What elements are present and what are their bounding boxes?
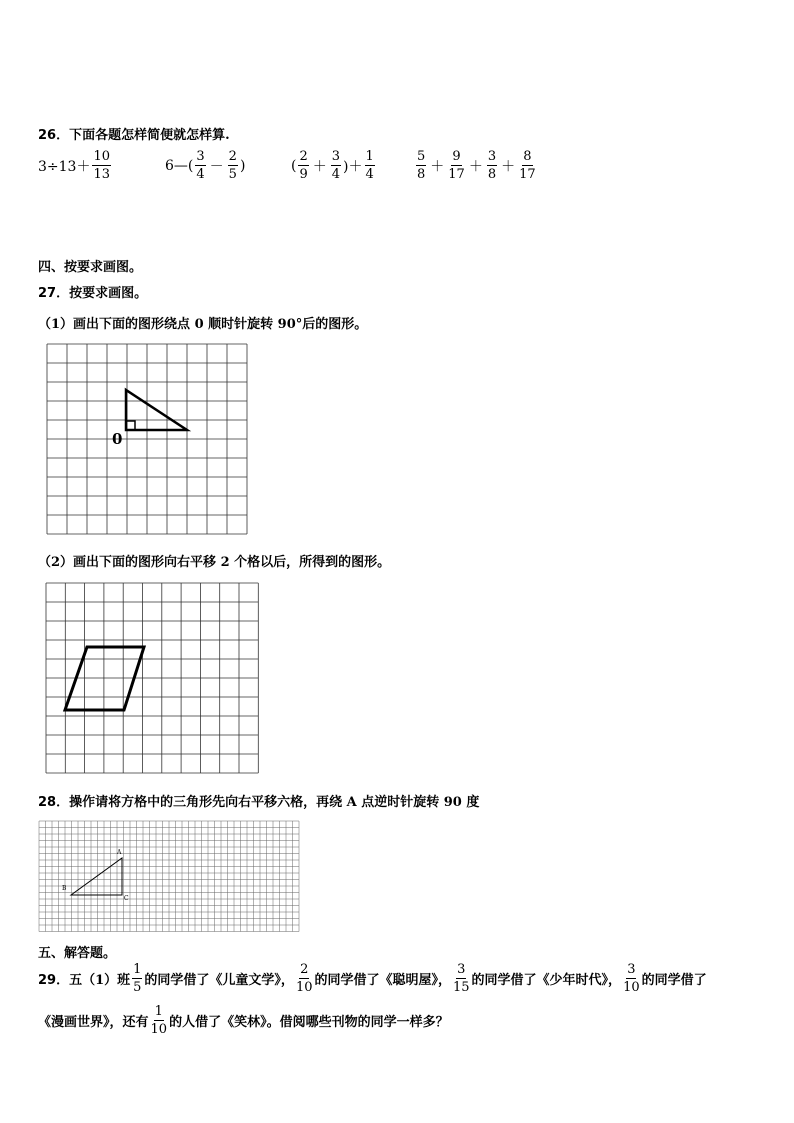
q29-text: 《漫画世界》，还有 [38,1015,149,1030]
denominator: 17 [519,167,536,182]
numerator: 2 [228,149,237,164]
fraction [331,150,341,181]
triangle-grid [38,820,300,932]
section-4-heading: 四、按要求画图。 [38,260,143,275]
denominator: 4 [365,167,374,182]
denominator: 4 [196,167,205,182]
denominator: 9 [299,167,308,182]
q29-number: 29． [38,973,70,988]
denominator: 10 [623,980,640,995]
fraction [228,150,238,181]
fraction [195,150,205,181]
operator: ＋ [312,158,327,175]
q29-text: 的同学借了《聪明屋》， [314,973,451,988]
section-5-heading: 五、解答题。 [38,946,117,961]
q29-text: 五（1）班 [69,973,131,988]
q26-expr-1 [38,150,113,181]
fraction [487,150,497,181]
parallelogram [65,647,144,710]
fraction [296,963,313,994]
close-paren: )＋ [343,158,363,175]
numerator: 10 [93,149,110,164]
q29-line-2 [38,1005,449,1036]
point-b-label: B [62,885,67,892]
triangle-abc [71,858,122,895]
q27-part1: （1）画出下面的图形绕点 0 顺时针旋转 90°后的图形。 [38,317,368,332]
numerator: 8 [523,149,532,164]
translation-grid [45,582,259,774]
denominator: 13 [93,167,110,182]
origin-label: 0 [112,430,123,448]
denominator: 15 [453,980,470,995]
denominator: 4 [331,167,341,182]
denominator: 8 [417,167,426,182]
numerator: 1 [365,149,374,164]
denominator: 10 [150,1022,168,1037]
q29-line-1 [38,963,707,994]
q27-title: 按要求画图。 [69,286,148,301]
q26-expr-2 [165,150,245,181]
q29-text: 的同学借了《儿童文学》， [144,973,294,988]
operator: ＋ [430,158,445,175]
denominator: 10 [295,980,313,995]
numerator: 3 [196,149,205,164]
fraction [416,150,426,181]
q28-number: 28． [38,795,70,810]
q29-text: 的同学借了《少年时代》， [471,973,622,988]
operator: ＋ [468,158,483,175]
numerator: 1 [154,1004,163,1019]
open-paren: ( [291,157,297,174]
numerator: 1 [133,962,142,977]
q26-heading [38,124,230,143]
fraction [453,963,470,994]
q29-text: 的人借了《笑林》。借阅哪些刊物的同学一样多？ [169,1015,449,1030]
point-a-label: A [117,849,122,856]
fraction [132,963,142,994]
denominator: 17 [448,167,465,182]
q29-text: 的同学借了 [641,973,707,988]
fraction [151,1005,168,1036]
expr2-prefix: 6—( [165,157,194,174]
close-paren: ) [239,157,246,174]
q27-heading [38,282,147,301]
fraction [448,150,465,181]
denominator: 5 [133,980,142,995]
q28-heading [38,791,479,810]
operator: ＋ [501,158,516,175]
operator: － [209,158,224,175]
q27-part2: （2）画出下面的图形向右平移 2 个格以后，所得到的图形。 [38,555,391,570]
rotation-grid [46,343,250,536]
q26-title: 下面各题怎样简便就怎样算. [69,128,230,143]
q27-number: 27． [38,286,70,301]
numerator: 3 [487,149,497,164]
fraction [365,150,375,181]
numerator: 9 [452,149,461,164]
fraction [623,963,640,994]
point-c-label: C [124,895,129,902]
expr1-prefix: 3÷13＋ [38,158,91,175]
numerator: 3 [627,962,636,977]
numerator: 2 [299,149,308,164]
q26-number: 26． [38,128,70,143]
numerator: 2 [300,962,309,977]
q26-expr-4 [414,150,538,181]
numerator: 3 [331,149,341,164]
denominator: 8 [487,167,497,182]
q26-expr-3 [291,150,377,181]
numerator: 5 [417,149,426,164]
fraction [92,150,111,181]
q28-title: 操作请将方格中的三角形先向右平移六格，再绕 A 点逆时针旋转 90 度 [69,795,480,810]
fraction [519,150,536,181]
denominator: 5 [228,167,237,182]
fraction [298,150,308,181]
numerator: 3 [457,962,466,977]
